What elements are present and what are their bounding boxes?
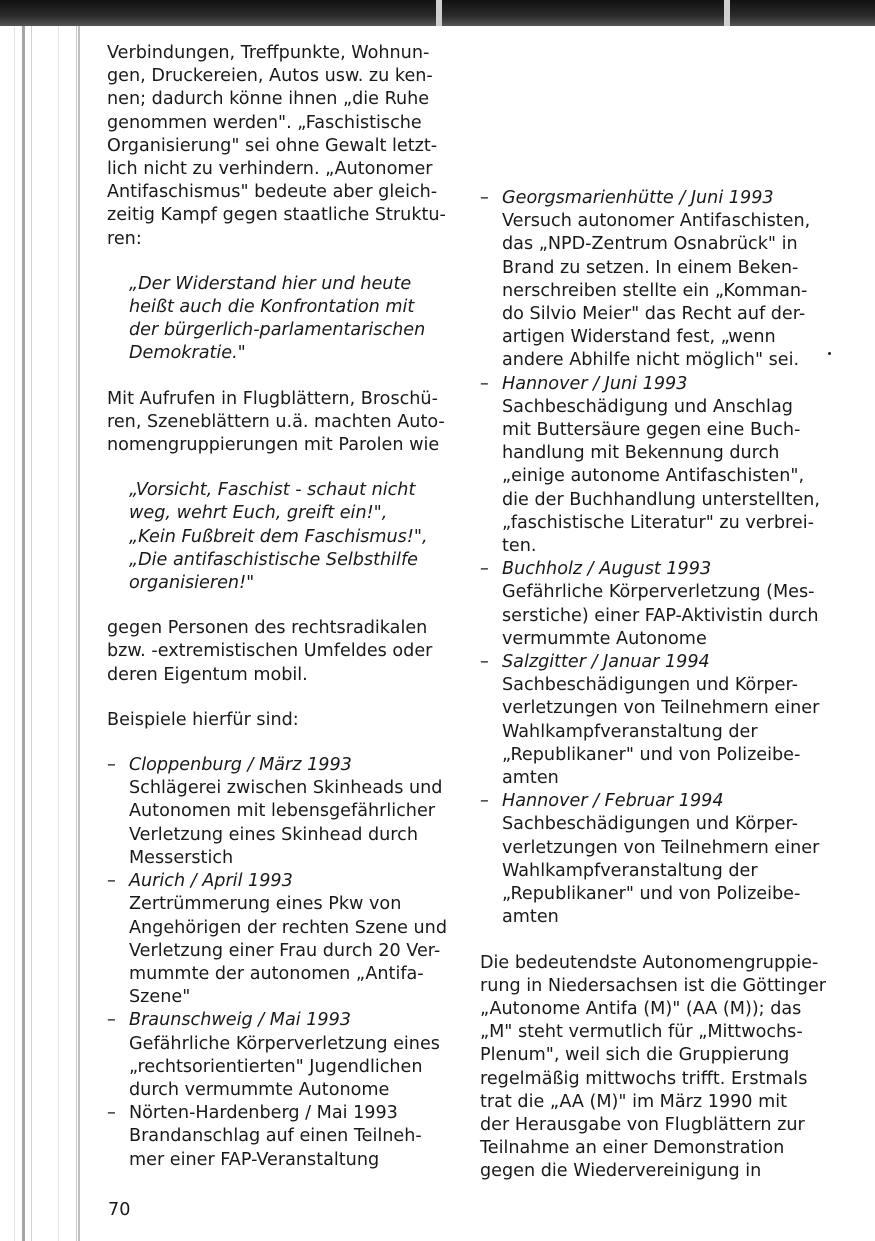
- incident-description-line: handlung mit Bekennung durch: [502, 443, 780, 464]
- list-item: [107, 754, 457, 870]
- incident-description-line: serstiche) einer FAP-Aktivistin durch: [502, 605, 819, 626]
- incident-description-line: andere Abhilfe nicht möglich" sei.: [502, 350, 800, 371]
- body-text-line: ren:: [107, 228, 142, 249]
- incident-description-line: ten.: [502, 536, 537, 557]
- incident-description-line: „rechtsorientierten" Jugendlichen: [129, 1056, 423, 1077]
- list-item: [480, 790, 825, 929]
- incident-description-line: Schlägerei zwischen Skinheads und: [129, 778, 443, 799]
- quote-line: organisieren!": [129, 573, 255, 594]
- body-text-line: Verbindungen, Treffpunkte, Wohnun-: [107, 43, 430, 63]
- right-text-column: [480, 187, 825, 1184]
- incident-description-line: Sachbeschädigung und Anschlag: [502, 396, 793, 417]
- incident-description-line: „Republikaner" und von Polizeibe-: [502, 884, 801, 905]
- incident-place-date: Nörten-Hardenberg / Mai 1993: [129, 1103, 398, 1124]
- body-text-line: Organisierung" sei ohne Gewalt letzt-: [107, 135, 438, 156]
- list-dash: –: [107, 1103, 116, 1124]
- incident-description-line: mit Buttersäure gegen eine Buch-: [502, 420, 801, 441]
- quote-line: „Kein Fußbreit dem Faschismus!",: [129, 526, 428, 547]
- incident-description-line: amten: [502, 768, 559, 789]
- paragraph-gap: [107, 366, 457, 388]
- body-text-line: ren, Szeneblättern u.ä. machten Auto-: [107, 411, 445, 432]
- body-text-line: Antifaschismus" bedeute aber gleich-: [107, 182, 438, 203]
- body-text-line: nomengruppierungen mit Parolen wie: [107, 435, 440, 456]
- quote-line: „Vorsicht, Faschist - schaut nicht: [129, 480, 416, 501]
- incident-description-line: „faschistische Literatur" zu verbrei-: [502, 512, 814, 533]
- scan-edge-gap: [724, 0, 730, 26]
- incident-place-date: Hannover / Februar 1994: [502, 791, 724, 812]
- body-text-line: bzw. -extremistischen Umfeldes oder: [107, 641, 433, 662]
- quote-line: heißt auch die Konfrontation mit: [129, 297, 415, 318]
- incident-description-line: Wahlkampfveranstaltung der: [502, 860, 758, 881]
- incident-description-line: Sachbeschädigungen und Körper-: [502, 814, 798, 835]
- spine-line: [78, 26, 80, 1241]
- body-text-line: nen; dadurch könne ihnen „die Ruhe: [107, 89, 430, 110]
- body-text-line: gegen die Wiedervereinigung in: [480, 1161, 762, 1182]
- incident-description-line: Gefährliche Körperverletzung (Mes-: [502, 582, 815, 603]
- incident-description-line: Gefährliche Körperverletzung eines: [129, 1033, 440, 1054]
- incident-description-line: Szene": [129, 987, 191, 1008]
- scan-top-edge: [0, 0, 875, 26]
- list-item: [107, 870, 457, 1009]
- paragraph-gap: [107, 732, 457, 754]
- body-text-line: Teilnahme an einer Demonstration: [480, 1138, 785, 1159]
- list-dash: –: [480, 373, 489, 394]
- body-text-line: „M" steht vermutlich für „Mittwochs-: [480, 1022, 803, 1043]
- list-dash: –: [107, 1010, 116, 1031]
- body-text-line: rung in Niedersachsen ist die Göttinger: [480, 975, 827, 996]
- incident-description-line: amten: [502, 907, 559, 928]
- paragraph-gap: [480, 930, 825, 952]
- incident-description-line: Wahlkampfveranstaltung der: [502, 721, 758, 742]
- incident-description-line: die der Buchhandlung unterstellten,: [502, 489, 820, 510]
- incident-description-line: Autonomen mit lebensgefährlicher: [129, 801, 436, 822]
- list-item: [480, 651, 825, 790]
- incident-description-line: Verletzung eines Skinhead durch: [129, 824, 418, 845]
- list-item: [480, 187, 825, 373]
- paragraph-gap: [107, 687, 457, 709]
- incident-description-line: verletzungen von Teilnehmern einer: [502, 698, 820, 719]
- body-text-line: trat die „AA (M)" im März 1990 mit: [480, 1091, 787, 1112]
- body-text-line: regelmäßig mittwochs trifft. Erstmals: [480, 1068, 808, 1089]
- left-text-column: [107, 42, 457, 1172]
- quote-line: Demokratie.": [129, 343, 246, 364]
- incident-description-line: Brandanschlag auf einen Teilneh-: [129, 1126, 422, 1147]
- incident-description-line: mer einer FAP-Veranstaltung: [129, 1149, 380, 1170]
- body-text-line: gegen Personen des rechtsradikalen: [107, 618, 428, 639]
- page-number: 70: [108, 1200, 131, 1220]
- body-text-line: Die bedeutendste Autonomengruppie-: [480, 952, 819, 973]
- paragraph-gap: [107, 457, 457, 479]
- examples-intro: Beispiele hierfür sind:: [107, 709, 299, 730]
- list-dash: –: [480, 188, 489, 208]
- quote-line: weg, wehrt Euch, greift ein!",: [129, 503, 388, 524]
- incident-description-line: nerschreiben stellte ein „Komman-: [502, 280, 808, 301]
- body-text-line: Plenum", weil sich die Gruppierung: [480, 1045, 790, 1066]
- incident-description-line: „Republikaner" und von Polizeibe-: [502, 744, 801, 765]
- list-item: [480, 558, 825, 651]
- incident-description-line: Versuch autonomer Antifaschisten,: [502, 211, 811, 232]
- incident-description-line: Brand zu setzen. In einem Beken-: [502, 257, 799, 278]
- spine-line: [22, 26, 25, 1241]
- incident-description-line: verletzungen von Teilnehmern einer: [502, 837, 820, 858]
- body-text-line: genommen werden". „Faschistische: [107, 112, 422, 133]
- list-dash: –: [107, 871, 116, 892]
- quote-line: der bürgerlich-parlamentarischen: [129, 320, 426, 341]
- list-dash: –: [107, 755, 116, 776]
- body-text-line: Mit Aufrufen in Flugblättern, Broschü-: [107, 388, 438, 409]
- incident-place-date: Georgsmarienhütte / Juni 1993: [502, 188, 774, 208]
- incident-description-line: „einige autonome Antifaschisten",: [502, 466, 805, 487]
- incident-description-line: do Silvio Meier" das Recht auf der-: [502, 304, 806, 325]
- incident-place-date: Cloppenburg / März 1993: [129, 755, 352, 776]
- book-spine-shadow: [0, 26, 90, 1241]
- incident-description-line: durch vermummte Autonome: [129, 1079, 390, 1100]
- list-item: [107, 1009, 457, 1102]
- incident-place-date: Hannover / Juni 1993: [502, 373, 688, 394]
- incident-place-date: Buchholz / August 1993: [502, 559, 712, 580]
- scan-edge-gap: [436, 0, 442, 26]
- incident-description-line: Messerstich: [129, 847, 234, 868]
- list-dash: –: [480, 652, 489, 673]
- scan-speck: [828, 352, 831, 355]
- incident-description-line: Verletzung einer Frau durch 20 Ver-: [129, 940, 441, 961]
- list-item: [107, 1102, 457, 1172]
- incident-place-date: Salzgitter / Januar 1994: [502, 652, 710, 673]
- incident-description-line: Angehörigen der rechten Szene und: [129, 917, 447, 938]
- incident-place-date: Aurich / April 1993: [129, 871, 293, 892]
- list-dash: –: [480, 559, 489, 580]
- incident-place-date: Braunschweig / Mai 1993: [129, 1010, 351, 1031]
- list-item: [480, 373, 825, 559]
- body-text-line: „Autonome Antifa (M)" (AA (M)); das: [480, 998, 802, 1019]
- incident-description-line: vermummte Autonome: [502, 628, 707, 649]
- quote-line: „Die antifaschistische Selbsthilfe: [129, 549, 418, 570]
- body-text-line: deren Eigentum mobil.: [107, 664, 308, 685]
- body-text-line: zeitig Kampf gegen staatliche Struktu-: [107, 205, 446, 226]
- paragraph-gap: [107, 251, 457, 273]
- paragraph-gap: [107, 595, 457, 617]
- incident-description-line: Zertrümmerung eines Pkw von: [129, 894, 402, 915]
- incident-description-line: Sachbeschädigungen und Körper-: [502, 675, 798, 696]
- body-text-line: der Herausgabe von Flugblättern zur: [480, 1114, 805, 1135]
- body-text-line: gen, Druckereien, Autos usw. zu ken-: [107, 66, 433, 87]
- incident-description-line: mummte der autonomen „Antifa-: [129, 963, 424, 984]
- incident-description-line: das „NPD-Zentrum Osnabrück" in: [502, 234, 798, 255]
- quote-line: „Der Widerstand hier und heute: [129, 273, 412, 294]
- incident-description-line: artigen Widerstand fest, „wenn: [502, 327, 776, 348]
- body-text-line: lich nicht zu verhindern. „Autonomer: [107, 159, 433, 180]
- list-dash: –: [480, 791, 489, 812]
